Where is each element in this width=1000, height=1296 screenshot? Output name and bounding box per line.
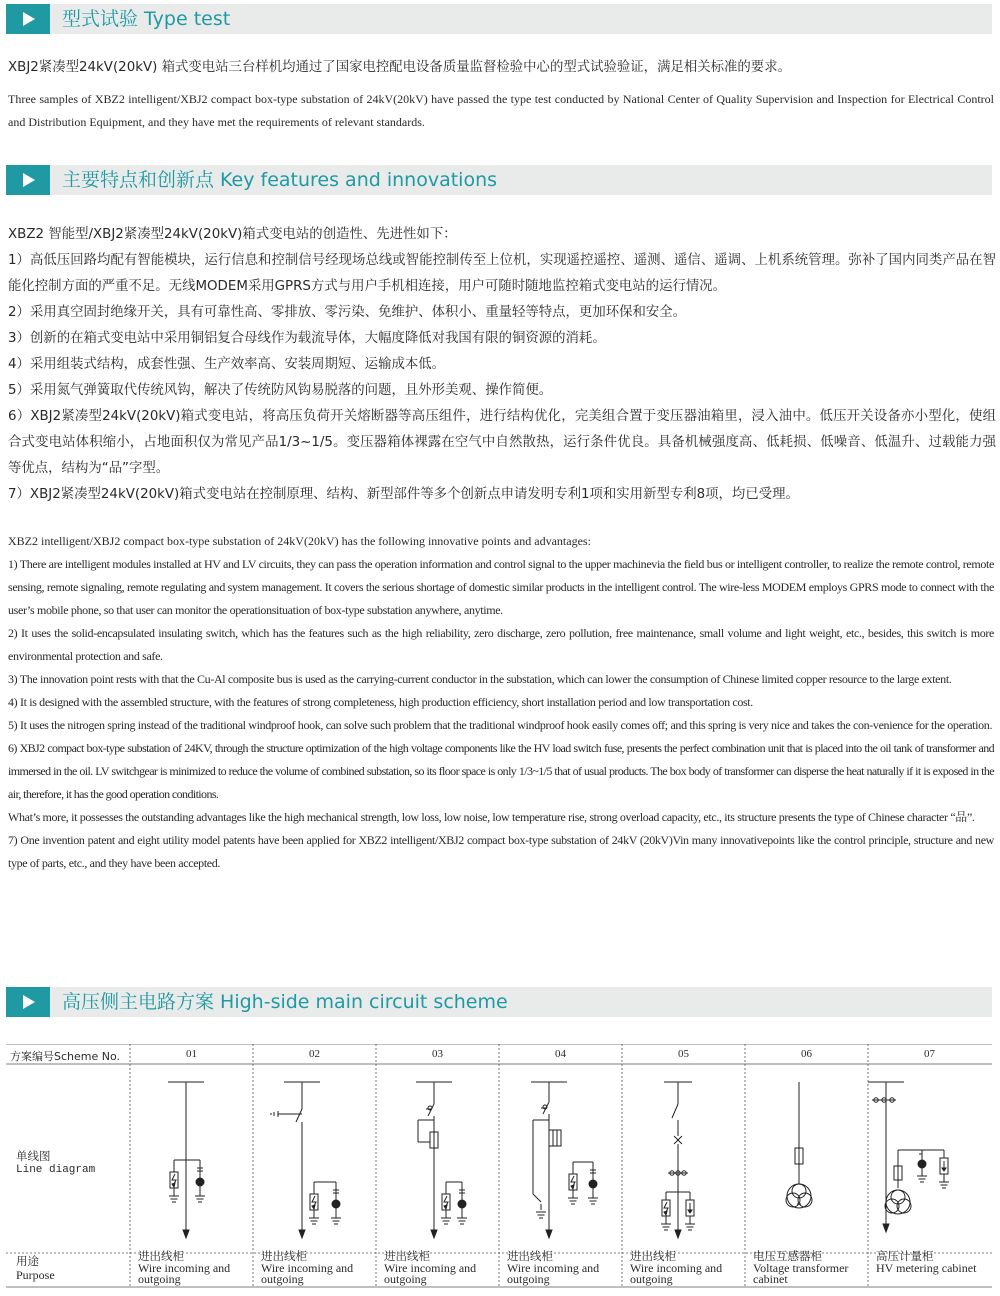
features-cn-intro: XBZ2 智能型/XBJ2紧凑型24kV(20kV)箱式变电站的创造性、先进性如下：	[8, 227, 457, 242]
scheme-purpose	[507, 1250, 623, 1285]
scheme-purpose	[261, 1250, 377, 1285]
type-test-cn-text: XBJ2紧凑型24kV(20kV) 箱式变电站三台样机均通过了国家电控配电设备质量监督检验中心的型式试验验证，满足相关标准的要求。	[8, 60, 791, 75]
features-en-intro: XBZ2 intelligent/XBJ2 compact box-type substation of 24kV(20kV) has the following innovative points and advantages:	[8, 534, 591, 548]
line-diagram-02	[271, 1082, 341, 1238]
scheme-purpose-cn: 进出线柜	[384, 1249, 430, 1263]
play-triangle-icon	[6, 987, 50, 1017]
scheme-number: 04	[555, 1048, 566, 1060]
type-test-cn	[8, 55, 996, 81]
section-title-features: 主要特点和创新点 Key features and innovations	[62, 169, 498, 191]
scheme-purpose-cn: 进出线柜	[630, 1249, 676, 1263]
purpose-label-cn: 用途	[16, 1254, 39, 1268]
scheme-number: 06	[801, 1048, 812, 1060]
features-en-item: 5) It uses the nitrogen spring instead of the traditional windproof hook, can solve such problem that the traditional windproof hook easily comes off; and this spring is very nice and takes the con-venience for the operation.	[8, 718, 993, 732]
scheme-purpose-en: Voltage transformer cabinet	[753, 1261, 849, 1286]
features-en-item: 4) It is designed with the assembled structure, with the features of strong completeness, high production efficiency, short installation period and low transportation cost.	[8, 695, 753, 709]
section-header-features	[6, 165, 992, 195]
section-title-type-test: 型式试验 Type test	[62, 8, 231, 30]
features-cn-list	[8, 222, 996, 508]
scheme-purpose-cn: 高压计量柜	[876, 1249, 934, 1263]
play-triangle-icon	[6, 4, 50, 34]
features-cn-item: 1）高低压回路均配有智能模块，运行信息和控制信号经现场总线或智能控制传至上位机，实现遥控遥控、遥测、遥信、遥调、上机系统管理。弥补了国内同类产品在智能化控制方面的严重不足。无线MODEM采用GPRS方式与用户手机相连接，用户可随时随地监控箱式变电站的运行情况。	[8, 253, 996, 294]
features-cn-item: 6）XBJ2紧凑型24kV(20kV)箱式变电站，将高压负荷开关熔断器等高压组件，进行结构优化，完美组合置于变压器油箱里，浸入油中。低压开关设备亦小型化，使组合式变电站体积缩小，占地面积仅为常见产品1/3~1/5。变压器箱体裸露在空气中自然散热，运行条件优良。具备机械强度高、低耗损、低噪音、低温升、过载能力强等优点，结构为“品”字型。	[8, 409, 996, 476]
purpose-label	[16, 1254, 55, 1282]
section-title-scheme: 高压侧主电路方案 High-side main circuit scheme	[62, 991, 508, 1013]
scheme-purpose-cn: 电压互感器柜	[753, 1249, 822, 1263]
scheme-purpose	[753, 1250, 869, 1285]
features-cn-item: 3）创新的在箱式变电站中采用铜铝复合母线作为载流导体，大幅度降低对我国有限的铜资源的消耗。	[8, 331, 606, 346]
scheme-purpose-en: Wire incoming and outgoing	[138, 1261, 231, 1286]
line-diagram-05	[661, 1082, 695, 1238]
features-en-item: 3) The innovation point rests with that the Cu-Al composite bus is used as the carrying-current conductor in the substation, which can lower the consumption of Chinese limited copper resource to the large extent.	[8, 672, 952, 686]
line-diagram-01	[168, 1082, 205, 1238]
scheme-table	[6, 1044, 992, 1288]
line-diagram-label	[16, 1149, 95, 1177]
features-en-list	[8, 530, 994, 875]
features-en-item: 6) XBJ2 compact box-type substation of 24KV, through the structure optimization of the high voltage components like the HV load switch fuse, presents the perfect combination unit that is placed into the oil tank of transformer and immersed in the oil. LV switchgear is minimized to reduce the volume of combined substation, so its floor space is only 1/3~1/5 that of usual products. The box body of transformer can disperse the heat naturally if it is exposed in the air, therefore, it has the good operation conditions.	[8, 741, 994, 801]
type-test-en-text: Three samples of XBZ2 intelligent/XBJ2 compact box-type substation of 24kV(20kV) have passed the type test conducted by National Center of Quality Supervision and Inspection for Electrical Control and Distribution Equipment, and they have met the requirements of relevant standards.	[8, 92, 994, 129]
features-en-item: 1) There are intelligent modules installed at HV and LV circuits, they can pass the operation information and control signal to the upper machinevia the field bus or intelligent controller, to realize the remote control, remote sensing, remote signaling, remote regulating and system management. It covers the serious shortage of domestic similar products in the intelligent control. The wire-less MODEM employs GPRS mode to connect with the user’s mobile phone, so that user can monitor the operationsituation of box-type substation anywhere, anytime.	[8, 557, 994, 617]
scheme-purpose-cn: 进出线柜	[261, 1249, 307, 1263]
scheme-purpose	[876, 1250, 992, 1274]
line-diagram-07	[868, 1082, 949, 1232]
line-diagram-03	[416, 1082, 467, 1238]
scheme-purpose-en: Wire incoming and outgoing	[384, 1261, 477, 1286]
scheme-purpose	[384, 1250, 500, 1285]
features-cn-item: 7）XBJ2紧凑型24kV(20kV)箱式变电站在控制原理、结构、新型部件等多个创新点申请发明专利1项和实用新型专利8项，均已受理。	[8, 487, 799, 502]
line-diagram-06	[786, 1082, 812, 1208]
scheme-purpose-en: Wire incoming and outgoing	[261, 1261, 354, 1286]
type-test-en	[8, 88, 994, 134]
features-en-item: 2) It uses the solid-encapsulated insulating switch, which has the features such as the high reliability, zero discharge, zero pollution, free maintenance, small volume and light weight, etc., besides, this switch is more environmental protection and safe.	[8, 626, 994, 663]
scheme-number: 07	[924, 1048, 935, 1060]
line-diagram-04	[531, 1082, 598, 1238]
play-triangle-icon	[6, 165, 50, 195]
features-en-item: 7) One invention patent and eight utility model patents have been applied for XBZ2 intelligent/XBJ2 compact box-type substation of 24kV (20kV)Vin many innovativepoints like the control principle, structure and new type of parts, etc., and they have been accepted.	[8, 833, 994, 870]
features-en-item: What’s more, it possesses the outstanding advantages like the high mechanical strength, low loss, low noise, low temperature rise, strong overload capacity, etc., its structure presents the type of Chinese character “品”.	[8, 810, 975, 824]
line-diagram-label-en: Line diagram	[16, 1164, 96, 1176]
scheme-number: 05	[678, 1048, 689, 1060]
features-cn-item: 5）采用氮气弹簧取代传统风钩，解决了传统防风钩易脱落的问题，且外形美观、操作简便。	[8, 383, 553, 398]
scheme-number: 02	[309, 1048, 320, 1060]
scheme-no-label: 方案编号Scheme No.	[10, 1050, 121, 1063]
section-header-type-test	[6, 4, 992, 34]
line-diagram-label-cn: 单线图	[16, 1149, 51, 1163]
scheme-purpose-en: HV metering cabinet	[876, 1261, 977, 1275]
scheme-purpose	[630, 1250, 746, 1285]
scheme-purpose-cn: 进出线柜	[138, 1249, 184, 1263]
scheme-purpose-en: Wire incoming and outgoing	[507, 1261, 600, 1286]
scheme-purpose-en: Wire incoming and outgoing	[630, 1261, 723, 1286]
section-header-scheme	[6, 987, 992, 1017]
scheme-purpose	[138, 1250, 254, 1285]
purpose-label-en: Purpose	[16, 1268, 55, 1282]
scheme-number: 01	[186, 1048, 197, 1060]
features-cn-item: 4）采用组装式结构，成套性强、生产效率高、安装周期短、运输成本低。	[8, 357, 446, 372]
scheme-purpose-cn: 进出线柜	[507, 1249, 553, 1263]
scheme-number: 03	[432, 1048, 443, 1060]
features-cn-item: 2）采用真空固封绝缘开关，具有可靠性高、零排放、零污染、免维护、体积小、重量轻等特点，更加环保和安全。	[8, 305, 687, 320]
